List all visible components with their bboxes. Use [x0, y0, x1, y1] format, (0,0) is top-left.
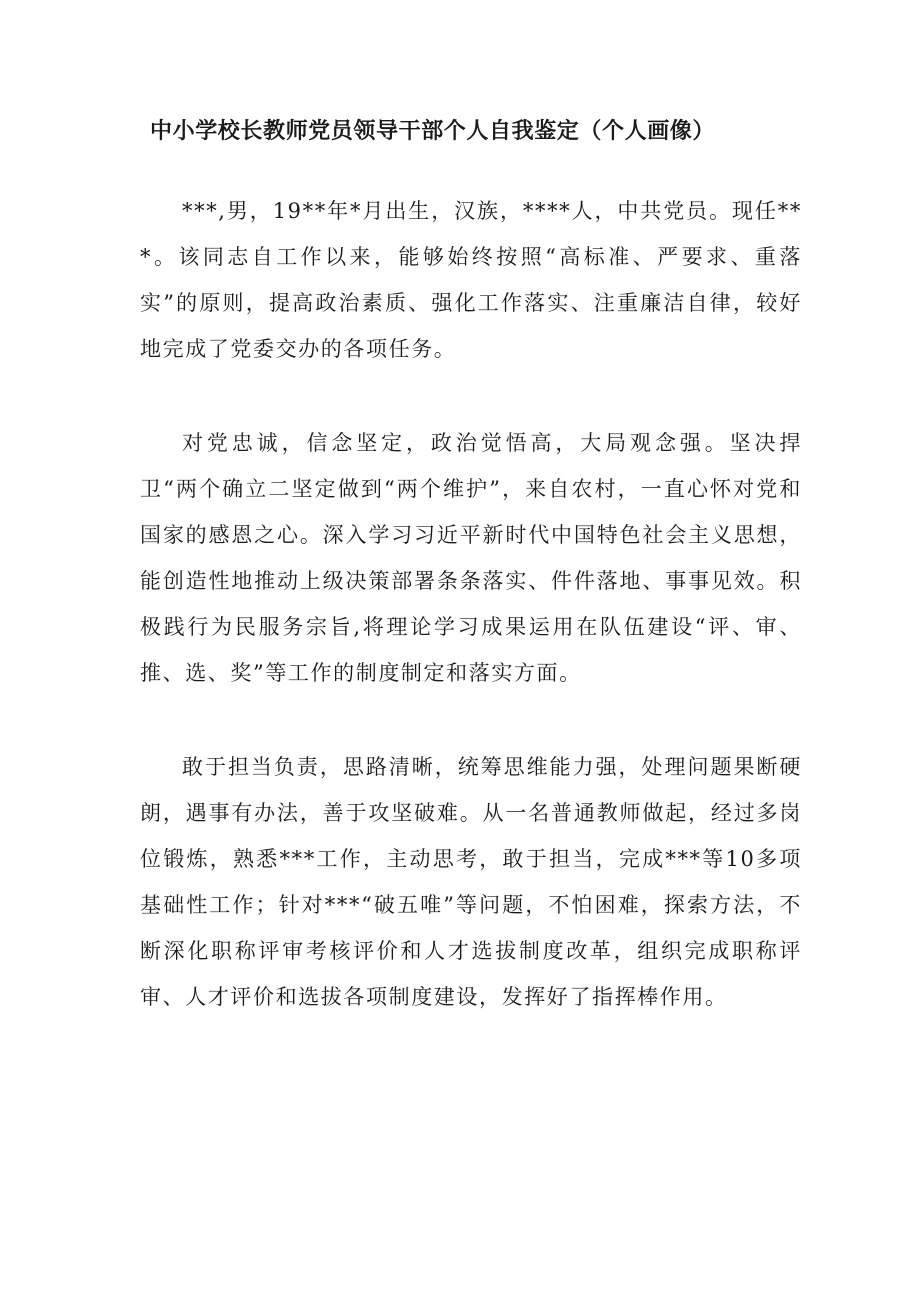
- document-title: 中小学校长教师党员领导干部个人自我鉴定（个人画像）: [150, 119, 716, 144]
- paragraph-political-loyalty: 对党忠诚，信念坚定，政治觉悟高，大局观念强。坚决捍卫“两个确立二坚定做到“两个维护”，来自农村，一直心怀对党和国家的感恩之心。深入学习习近平新时代中国特色社会主义思想，能创造性地推动上级决策部署条条落实、件件落地、事事见效。积极践行为民服务宗旨,将理论学习成果运用在队伍建设“评、审、推、选、奖”等工作的制度制定和落实方面。: [140, 431, 802, 685]
- paragraph-personal-profile: ***,男，19**年*月出生，汉族，****人，中共党员。现任***。该同志自工作以来，能够始终按照“高标准、严要求、重落实”的原则，提高政治素质、强化工作落实、注重廉洁自律，较好地完成了党委交办的各项任务。: [140, 199, 802, 361]
- paragraph-responsibility: 敢于担当负责，思路清晰，统筹思维能力强，处理问题果断硬朗，遇事有办法，善于攻坚破难。从一名普通教师做起，经过多岗位锻炼，熟悉***工作，主动思考，敢于担当，完成***等10多项基础性工作；针对***“破五唯”等问题，不怕困难，探索方法，不断深化职称评审考核评价和人才选拔制度改革，组织完成职称评审、人才评价和选拔各项制度建设，发挥好了指挥棒作用。: [140, 755, 802, 1009]
